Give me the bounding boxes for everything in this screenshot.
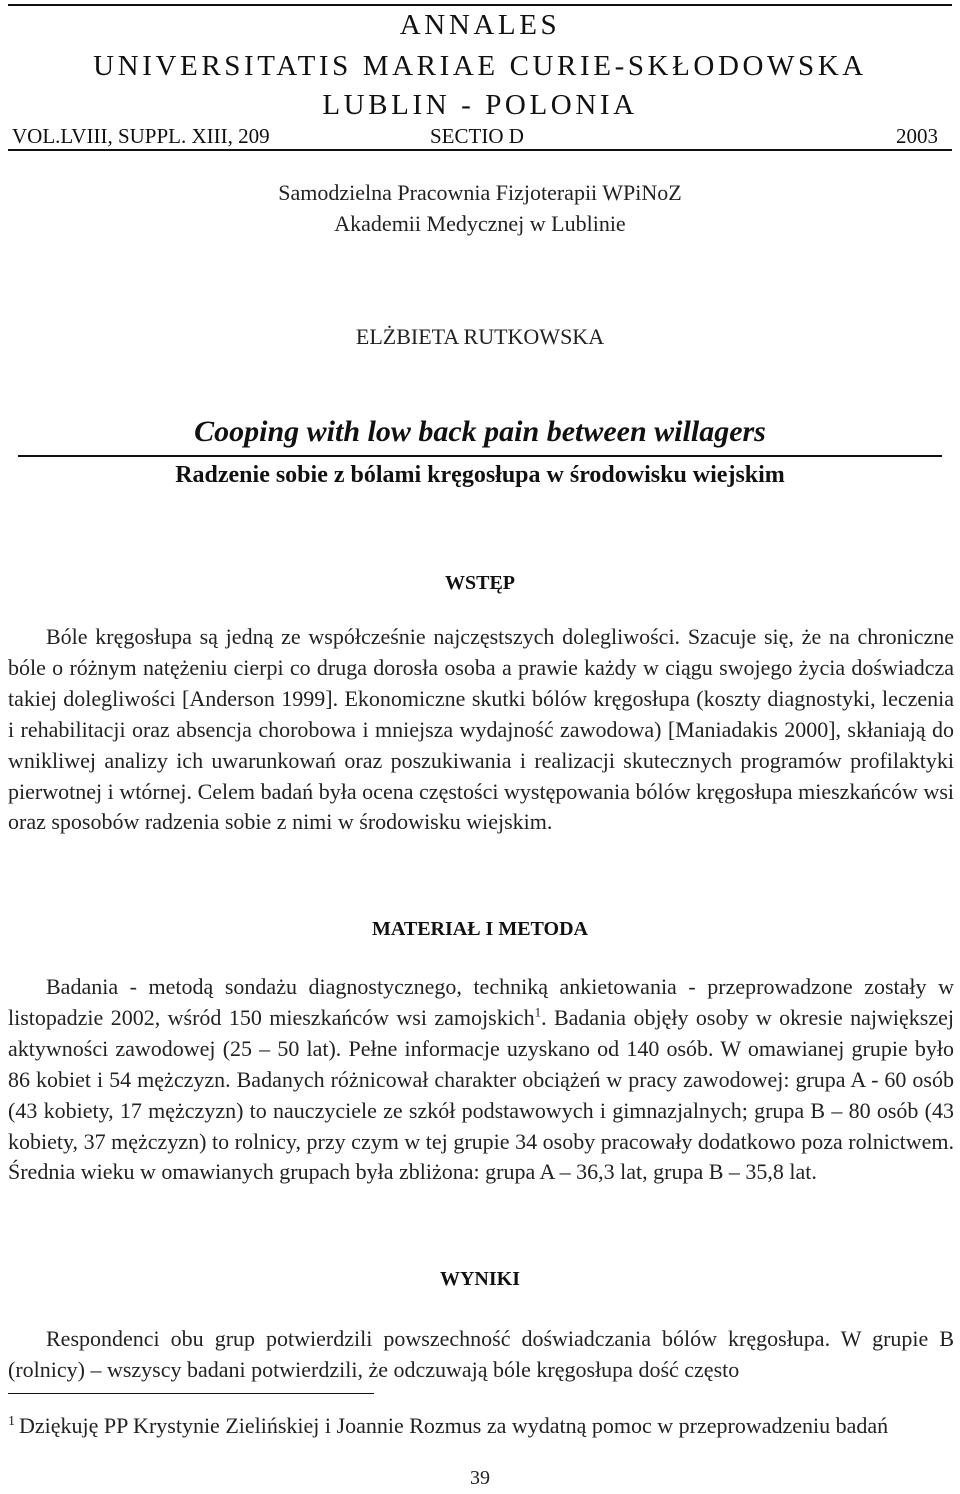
footnote-text: Dziękuję PP Krystynie Zielińskiej i Joannie Rozmus za wydatną pomoc w przeprowadzeniu badań [19,1413,889,1438]
section-heading-intro: WSTĘP [444,572,516,594]
year-info: 2003 [896,124,938,148]
affiliation-line-1: Samodzielna Pracownia Fizjoterapii WPiNoZ [278,180,682,205]
results-text: Respondenci obu grup potwierdzili powszechność doświadczania bólów kręgosłupa. W grupie B (rolnicy) – wszyscy badani potwierdzili, że odczuwają bóle kręgosłupa dość często [8,1326,954,1382]
journal-title-line-1: ANNALES [399,9,561,41]
section-heading-results: WYNIKI [439,1268,520,1290]
footnote-mark: 1 [8,1414,15,1429]
method-paragraph [8,972,954,1188]
header-top-rule [8,4,952,6]
title-rule [18,455,942,457]
journal-title-line-2: UNIVERSITATIS MARIAE CURIE-SKŁODOWSKA [93,50,867,82]
results-paragraph [8,1324,954,1386]
section-info: SECTIO D [430,124,524,148]
affiliation-line-2: Akademii Medycznej w Lublinie [334,211,626,236]
header-bottom-rule [8,149,952,151]
section-heading-method: MATERIAŁ I METODA [372,918,588,940]
footnote-separator [8,1393,374,1394]
intro-paragraph [8,622,954,838]
intro-text: Bóle kręgosłupa są jedną ze współcześnie najczęstszych dolegliwości. Szacuje się, że na chroniczne bóle o różnym natężeniu cierpi co druga dorosła osoba a prawie każdy w ciągu swojego życia doświadcza takiej dolegliwości [Anderson 1999]. Ekonomiczne skutki bólów kręgosłupa (koszty diagnostyki, leczenia i rehabilitacji oraz absencja chorobowa i mniejsza wydajność zawodowa) [Maniadakis 2000], skłaniają do wnikliwej analizy ich uwarunkowań oraz poszukiwania i realizacji skutecznych programów profilaktyki pierwotnej i wtórnej. Celem badań była ocena częstości występowania bólów kręgosłupa mieszkańców wsi oraz sposobów radzenia sobie z nimi w środowisku wiejskim. [8,624,954,835]
volume-info: VOL.LVIII, SUPPL. XIII, 209 [12,124,270,148]
page-number: 39 [470,1467,490,1489]
method-text-part-2: . Badania objęły osoby w okresie największej aktywności zawodowej (25 – 50 lat). Pełne informacje uzyskano od 140 osób. W omawianej grupie było 86 kobiet i 54 mężczyzn. Badanych różnicował charakter obciążeń w pracy zawodowej: grupa A - 60 osób (43 kobiety, 17 mężczyzn) to nauczyciele ze szkół podstawowych i gimnazjalnych; grupa B – 80 osób (43 kobiety, 37 mężczyzn) to rolnicy, przy czym w tej grupie 34 osoby pracowały dodatkowo poza rolnictwem. Średnia wieku w omawianych grupach była zbliżona: grupa A – 36,3 lat, grupa B – 35,8 lat. [8,1004,954,1185]
method-text-part-1: Badania - metodą sondażu diagnostycznego, techniką ankietowania - przeprowadzone zostały w listopadzie 2002, wśród 150 mieszkańców wsi zamojskich [8,974,954,1030]
title-polish: Radzenie sobie z bólami kręgosłupa w środowisku wiejskim [175,462,785,488]
title-english: Cooping with low back pain between willagers [194,415,766,448]
footnote-reference: 1 [534,1004,542,1020]
author-name: ELŻBIETA RUTKOWSKA [355,324,605,349]
journal-title-line-3: LUBLIN - POLONIA [322,89,638,121]
footnote [8,1407,954,1441]
